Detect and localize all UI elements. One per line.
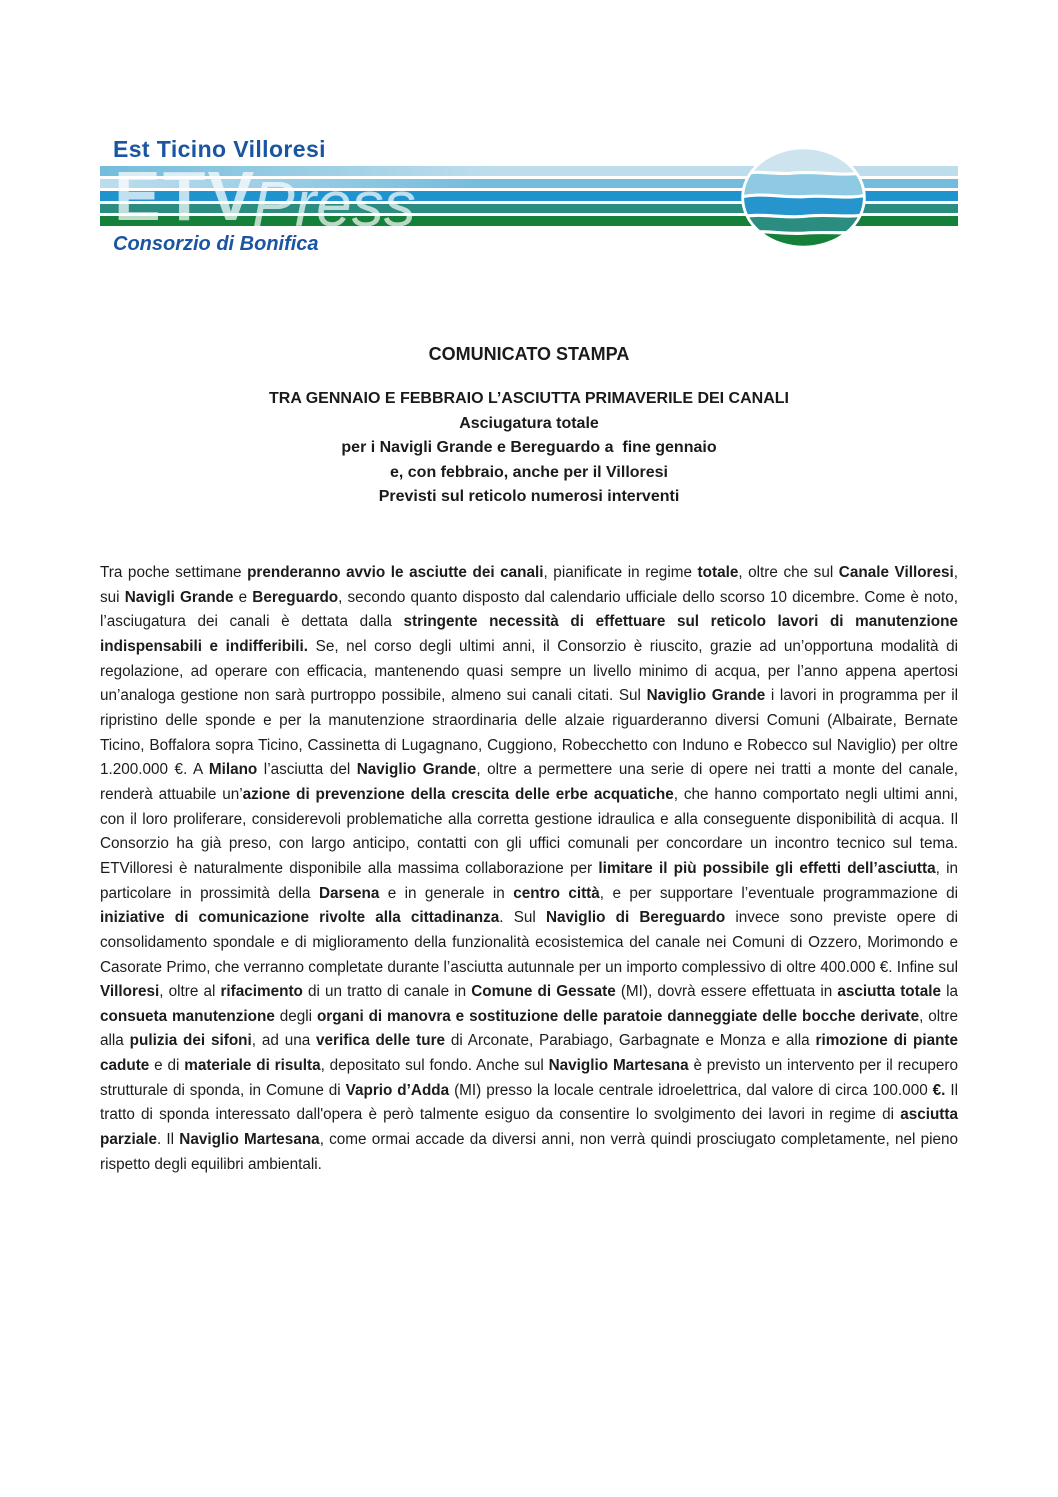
document-title: COMUNICATO STAMPA	[428, 344, 630, 364]
subtitle-line: Previsti sul reticolo numerosi interventi	[378, 488, 680, 505]
subtitle-line: per i Navigli Grande e Bereguardo a fine gennaio	[341, 439, 717, 456]
logo-org-name: Est Ticino Villoresi	[113, 136, 326, 162]
logo	[100, 136, 958, 256]
subtitle-block	[0, 387, 1058, 510]
logo-wordmark	[114, 157, 416, 240]
logo-press-text: Press	[252, 168, 416, 240]
subtitle-line: TRA GENNAIO E FEBBRAIO L’ASCIUTTA PRIMAVERILE DEI CANALI	[268, 390, 789, 407]
logo-etv-text: ETV	[114, 157, 257, 235]
water-waves-oval-icon	[740, 146, 867, 249]
subtitle-line: e, con febbraio, anche per il Villoresi	[389, 463, 668, 481]
logo-banner	[100, 157, 958, 240]
logo-consortium-subtitle: Consorzio di Bonifica	[113, 233, 319, 255]
body-paragraph: Tra poche settimane prenderanno avvio le asciutte dei canali, pianificate in regime totale, oltre che sul Canale Villoresi, sui Navigli Grande e Bereguardo, secondo quanto disposto dal calendario ufficiale dello scorso 10 dicembre. Come è noto, l’asciugatura dei canali è dettata dalla stringente necessità di effettuare sul reticolo lavori di manutenzione indispensabili e indifferibili. Se, nel corso degli ultimi anni, il Consorzio è riuscito, grazie ad un’opportuna modalità di regolazione, ad operare con efficacia, mantenendo quasi sempre un livello minimo di acqua, per l’anno appena apertosi un’analoga gestione non sarà purtroppo possibile, almeno sui canali citati. Sul Naviglio Grande i lavori in programma per il ripristino delle sponde e per la manutenzione straordinaria delle alzaie riguarderanno diversi Comuni (Albairate, Bernate Ticino, Boffalora sopra Ticino, Cassinetta di Lugagnano, Cuggiono, Robecchetto con Induno e Robecco sul Naviglio) per oltre 1.200.000 €. A Milano l’asciutta del Naviglio Grande, oltre a permettere una serie di opere nei tratti a monte del canale, renderà attuabile un’azione di prevenzione della crescita delle erbe acquatiche, che hanno comportato negli ultimi anni, con il loro proliferare, considerevoli problematiche alla corretta gestione idraulica e alla conseguente disponibilità di acqua. Il Consorzio ha già preso, con largo anticipo, contatti con gli uffici comunali per concordare un incontro tecnico sul tema. ETVilloresi è naturalmente disponibile alla massima collaborazione per limitare il più possibile gli effetti dell’asciutta, in particolare in prossimità della Darsena e in generale in centro città, e per supportare l’eventuale programmazione di iniziative di comunicazione rivolte alla cittadinanza. Sul Naviglio di Bereguardo invece sono previste opere di consolidamento spondale e di miglioramento della funzionalità ecosistemica del canale nei Comuni di Ozzero, Morimondo e Casorate Primo, che verranno completate durante l’asciutta autunnale per un importo complessivo di oltre 400.000 €. Infine sul Villoresi, oltre al rifacimento di un tratto di canale in Comune di Gessate (MI), dovrà essere effettuata in asciutta totale la consueta manutenzione degli organi di manovra e sostituzione delle paratoie danneggiate delle bocche derivate, oltre alla pulizia dei sifoni, ad una verifica delle ture di Arconate, Parabiago, Garbagnate e Monza e alla rimozione di piante cadute e di materiale di risulta, depositato sul fondo. Anche sul Naviglio Martesana è previsto un intervento per il recupero strutturale di sponda, in Comune di Vaprio d’Adda (MI) presso la locale centrale idroelettrica, dal valore di circa 100.000 €. Il tratto di sponda interessato dall'opera è però talmente esiguo da consentire lo svolgimento dei lavori in regime di asciutta parziale. Il Naviglio Martesana, come ormai accade da diversi anni, non verrà quindi prosciugato completamente, nel pieno rispetto degli equilibri ambientali.	[100, 564, 959, 1173]
subtitle-line: Asciugatura totale	[459, 414, 599, 432]
